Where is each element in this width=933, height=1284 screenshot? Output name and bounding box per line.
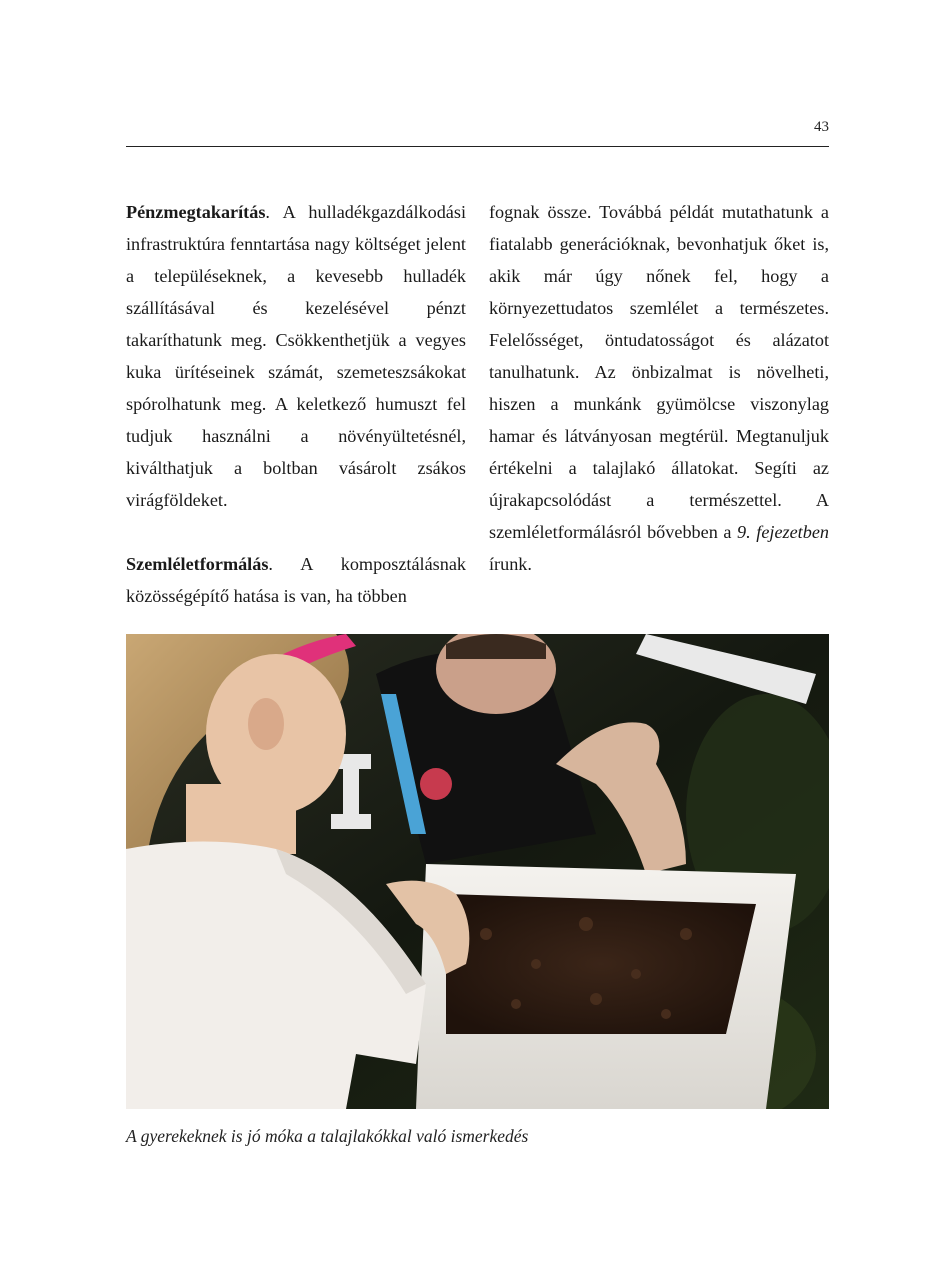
- left-column: [126, 196, 466, 612]
- body-attitude-start: . A komposztálásnak közösségépítő hatása is van, ha többen: [126, 554, 466, 606]
- right-column: [489, 196, 829, 580]
- paragraph-money-saving: [126, 196, 466, 516]
- heading-money-saving: Pénzmegtakarítás: [126, 202, 266, 222]
- chapter-reference: 9. fejezetben: [737, 522, 829, 542]
- paragraph-attitude: [126, 548, 466, 612]
- heading-attitude: Szemléletformálás: [126, 554, 269, 574]
- composting-photo: [126, 634, 829, 1109]
- body-money-saving: . A hulladékgazdálkodási infrastruktúra fenntartása nagy költséget jelent a településeknek, a kevesebb hulladék szállításával és kezelésével pénzt takaríthatunk meg. Csökkenthetjük a vegyes kuka ürítéseinek számát, szemeteszsákokat spórolhatunk meg. A keletkező humuszt fel tudjuk használni a növényültetésnél, kiválthatjuk a boltban vásárolt zsákos virágföldeket.: [126, 202, 466, 510]
- header-rule: [126, 146, 829, 147]
- body-attitude-end: írunk.: [489, 554, 532, 574]
- paragraph-attitude-continued: [489, 196, 829, 580]
- figure-caption: A gyerekeknek is jó móka a talajlakókkal való ismerkedés: [126, 1126, 529, 1146]
- body-attitude-continued: fognak össze. Továbbá példát mutathatunk a fiatalabb generációknak, bevonhatjuk őket is, akik már úgy nőnek fel, hogy a környezettudatos szemlélet a természetes. Felelősséget, öntudatosságot és alázatot tanulhatunk. Az önbizalmat is növelheti, hiszen a munkánk gyümölcse viszonylag hamar és látványosan megtérül. Megtanuljuk értékelni a talajlakó állatokat. Segíti az újrakapcsolódást a természettel. A szemléletformálásról bővebben a: [489, 202, 829, 542]
- page-number: 43: [814, 119, 829, 135]
